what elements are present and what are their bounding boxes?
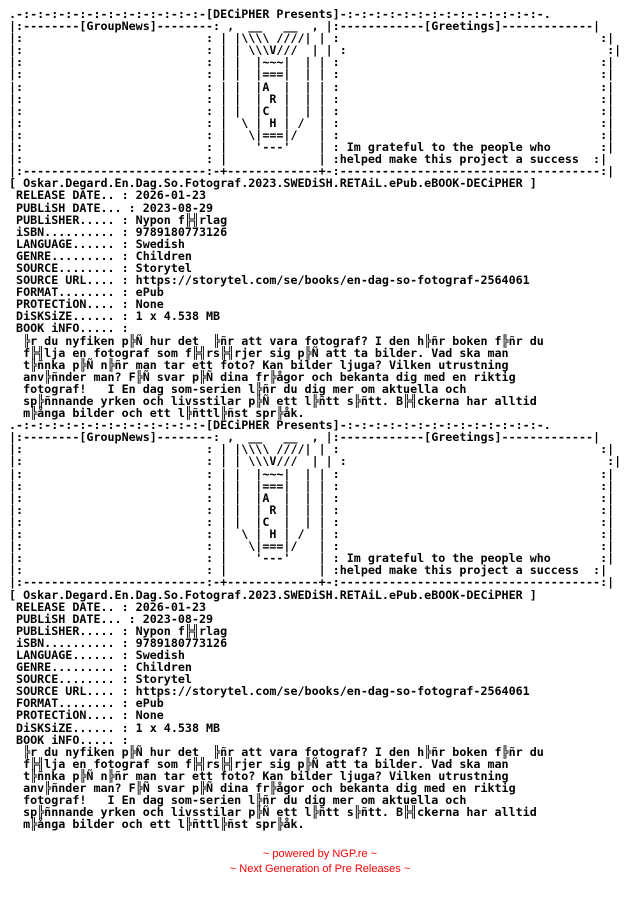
nfo-header-ascii-art: .-:-:-:-:-:-:-:-:-:-:-:-:-:-[DECiPHER Presents]-:-:-:-:-:-:-:-:-:-:-:-:-:-:-. |:--------[GroupNews]--------: , __ __ , |:------------[Greetings]-------------| |: : | |\\\\ ////| | : :| |: : | | \\\V/// | | : :| |: : | | |~~~| | | : :| |: : | | |===| | | : :| |: : | | |A | | | : :| |: : | | | R | | | : :| |: : | | |C | | | : :| |: : | \ | H | / | : :| |: : | \|===|/ | : :| |: : | '---' | : Im grateful to the people who :| |: : | | :helped make this project a success :| |:--------------------------:-+-------------+-:-------------------------------------:| [9, 418, 622, 590]
book-info-text: ╠r du nyfiken p╠Ñ hur det ╠ñr att vara fotograf? I den h╠ñr boken f╠ñr du f╠╣lja en fotograf som f╠╣rs╠╣rjer sig p╠Ñ att ta bilder. Vad ska man t╠ñnka p╠Ñ n╠ñr man tar ett foto? Kan bilder ljuga? Vilken utrustning anv╠ñnder man? F╠Ñ svar p╠Ñ dina fr╠ågor och bekanta dig med en riktig fotograf! I En dag som-serien l╠ñr du dig mer om aktuella och sp╠ñnnande yrken och livsstilar p╠Ñ ett l╠ñtt s╠ñtt. B╠╣ckerna har alltid m╠ånga bilder och ett l╠ñttl╠ñst spr╠åk. [23, 333, 544, 421]
release-details: RELEASE DATE.. : 2026-01-23 PUBLiSH DATE... : 2023-08-29 PUBLiSHER..... : Nypon f╠╣rlag iSBN.......... : 9789180773126 LANGUAGE...... : Swedish GENRE......... : Children SOURCE........ : Storytel SOURCE URL.... : https://storytel.com/se/books/en-dag-so-fotograf-2564061 FORMAT........ : ePub PROTECTiON.... : None DiSKSiZE...... : 1 x 4.538 MB BOOK iNFO..... : [16, 188, 530, 336]
nfo-text [9, 8, 621, 830]
nfo-header-ascii-art: .-:-:-:-:-:-:-:-:-:-:-:-:-:-[DECiPHER Presents]-:-:-:-:-:-:-:-:-:-:-:-:-:-:-. |:--------[GroupNews]--------: , __ __ , |:------------[Greetings]-------------| |: : | |\\\\ ////| | : :| |: : | | \\\V/// | | : :| |: : | | |~~~| | | : :| |: : | | |===| | | : :| |: : | | |A | | | : :| |: : | | | R | | | : :| |: : | | |C | | | : :| |: : | \ | H | / | : :| |: : | \|===|/ | : :| |: : | '---' | : Im grateful to the people who :| |: : | | :helped make this project a success :| |:--------------------------:-+-------------+-:-------------------------------------:| [9, 7, 622, 179]
book-info-text: ╠r du nyfiken p╠Ñ hur det ╠ñr att vara fotograf? I den h╠ñr boken f╠ñr du f╠╣lja en fotograf som f╠╣rs╠╣rjer sig p╠Ñ att ta bilder. Vad ska man t╠ñnka p╠Ñ n╠ñr man tar ett foto? Kan bilder ljuga? Vilken utrustning anv╠ñnder man? F╠Ñ svar p╠Ñ dina fr╠ågor och bekanta dig med en riktig fotograf! I En dag som-serien l╠ñr du dig mer om aktuella och sp╠ñnnande yrken och livsstilar p╠Ñ ett l╠ñtt s╠ñtt. B╠╣ckerna har alltid m╠ånga bilder och ett l╠ñttl╠ñst spr╠åk. [23, 744, 544, 832]
release-details: RELEASE DATE.. : 2026-01-23 PUBLiSH DATE... : 2023-08-29 PUBLiSHER..... : Nypon f╠╣rlag iSBN.......... : 9789180773126 LANGUAGE...... : Swedish GENRE......... : Children SOURCE........ : Storytel SOURCE URL.... : https://storytel.com/se/books/en-dag-so-fotograf-2564061 FORMAT........ : ePub PROTECTiON.... : None DiSKSiZE...... : 1 x 4.538 MB BOOK iNFO..... : [16, 599, 530, 747]
release-title: [ Oskar.Degard.En.Dag.So.Fotograf.2023.SWEDiSH.RETAiL.ePub.eBOOK-DECiPHER ] [9, 176, 537, 191]
release-title: [ Oskar.Degard.En.Dag.So.Fotograf.2023.SWEDiSH.RETAiL.ePub.eBOOK-DECiPHER ] [9, 587, 537, 602]
footer-powered-by: ~ powered by NGP.re ~ [262, 848, 378, 860]
footer-tagline: ~ Next Generation of Pre Releases ~ [229, 863, 411, 875]
